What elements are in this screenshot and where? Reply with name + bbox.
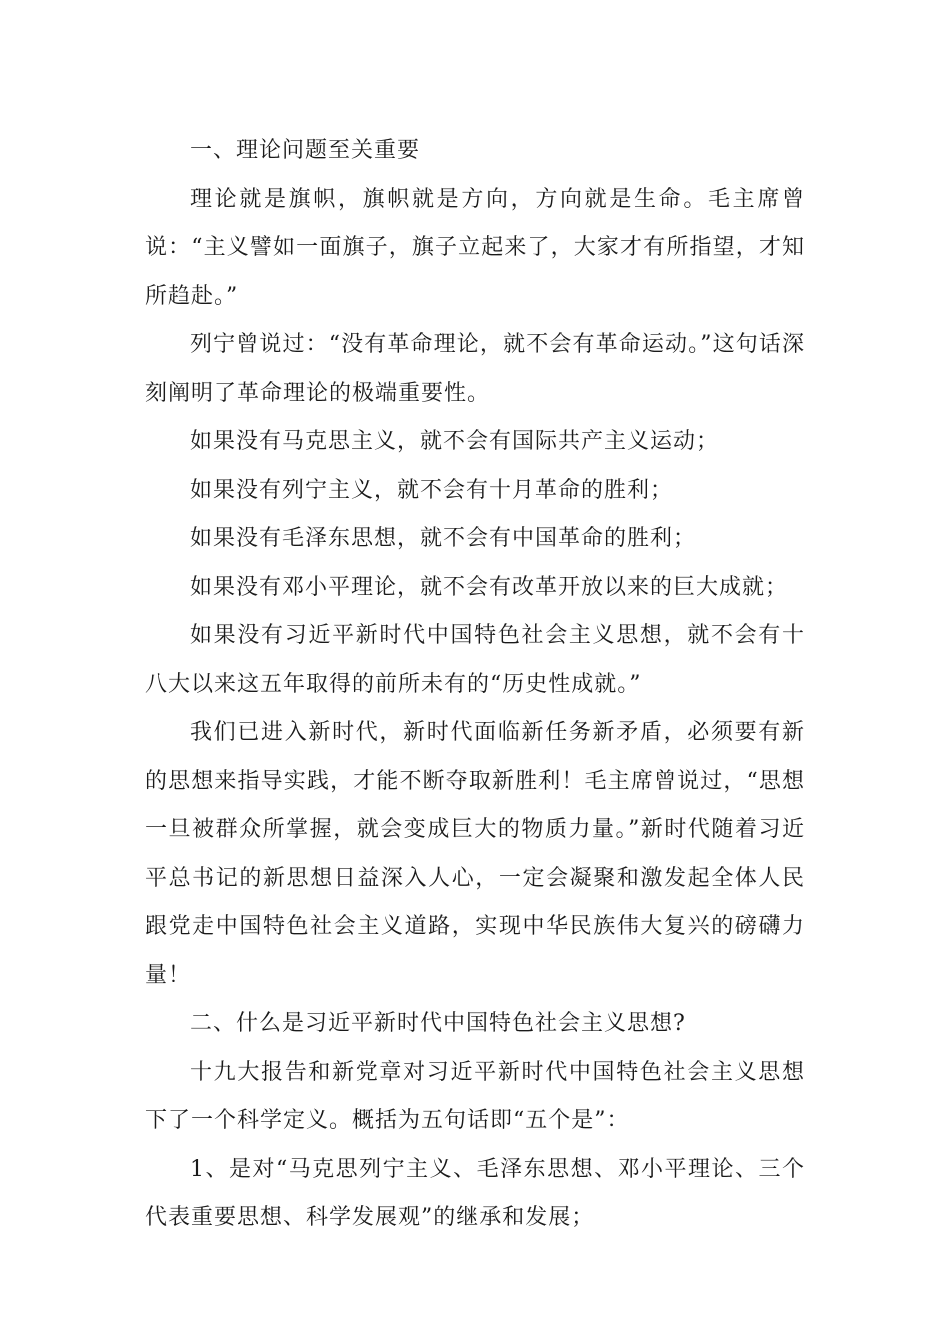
paragraph: 十九大报告和新党章对习近平新时代中国特色社会主义思想下了一个科学定义。概括为五句话即“五个是”： (145, 1059, 805, 1133)
paragraph: 如果没有邓小平理论，就不会有改革开放以来的巨大成就； (190, 574, 789, 600)
paragraph: 理论就是旗帜，旗帜就是方向，方向就是生命。毛主席曾说：“主义譬如一面旗子，旗子立起来了，大家才有所指望，才知所趋赴。” (145, 186, 805, 309)
document-body (145, 127, 805, 1243)
list-item: 1、是对“马克思列宁主义、毛泽东思想、邓小平理论、三个代表重要思想、科学发展观”的继承和发展； (145, 1156, 805, 1230)
paragraph: 如果没有马克思主义，就不会有国际共产主义运动； (190, 429, 720, 454)
section-heading-1: 一、理论问题至关重要 (190, 138, 421, 163)
paragraph: 列宁曾说过：“没有革命理论，就不会有革命运动。”这句话深刻阐明了革命理论的极端重要性。 (145, 332, 805, 406)
paragraph: 我们已进入新时代，新时代面临新任务新矛盾，必须要有新的思想来指导实践，才能不断夺取新胜利！毛主席曾说过，“思想一旦被群众所掌握，就会变成巨大的物质力量。”新时代随着习近平总书记的新思想日益深入人心，一定会凝聚和激发起全体人民跟党走中国特色社会主义道路，实现中华民族伟大复兴的磅礴力量！ (145, 720, 805, 988)
paragraph: 如果没有习近平新时代中国特色社会主义思想，就不会有十八大以来这五年取得的前所未有的“历史性成就。” (145, 623, 805, 697)
section-heading-2: 二、什么是习近平新时代中国特色社会主义思想? (190, 1011, 686, 1036)
paragraph: 如果没有毛泽东思想，就不会有中国革命的胜利； (190, 526, 697, 551)
paragraph: 如果没有列宁主义，就不会有十月革命的胜利； (190, 477, 674, 503)
